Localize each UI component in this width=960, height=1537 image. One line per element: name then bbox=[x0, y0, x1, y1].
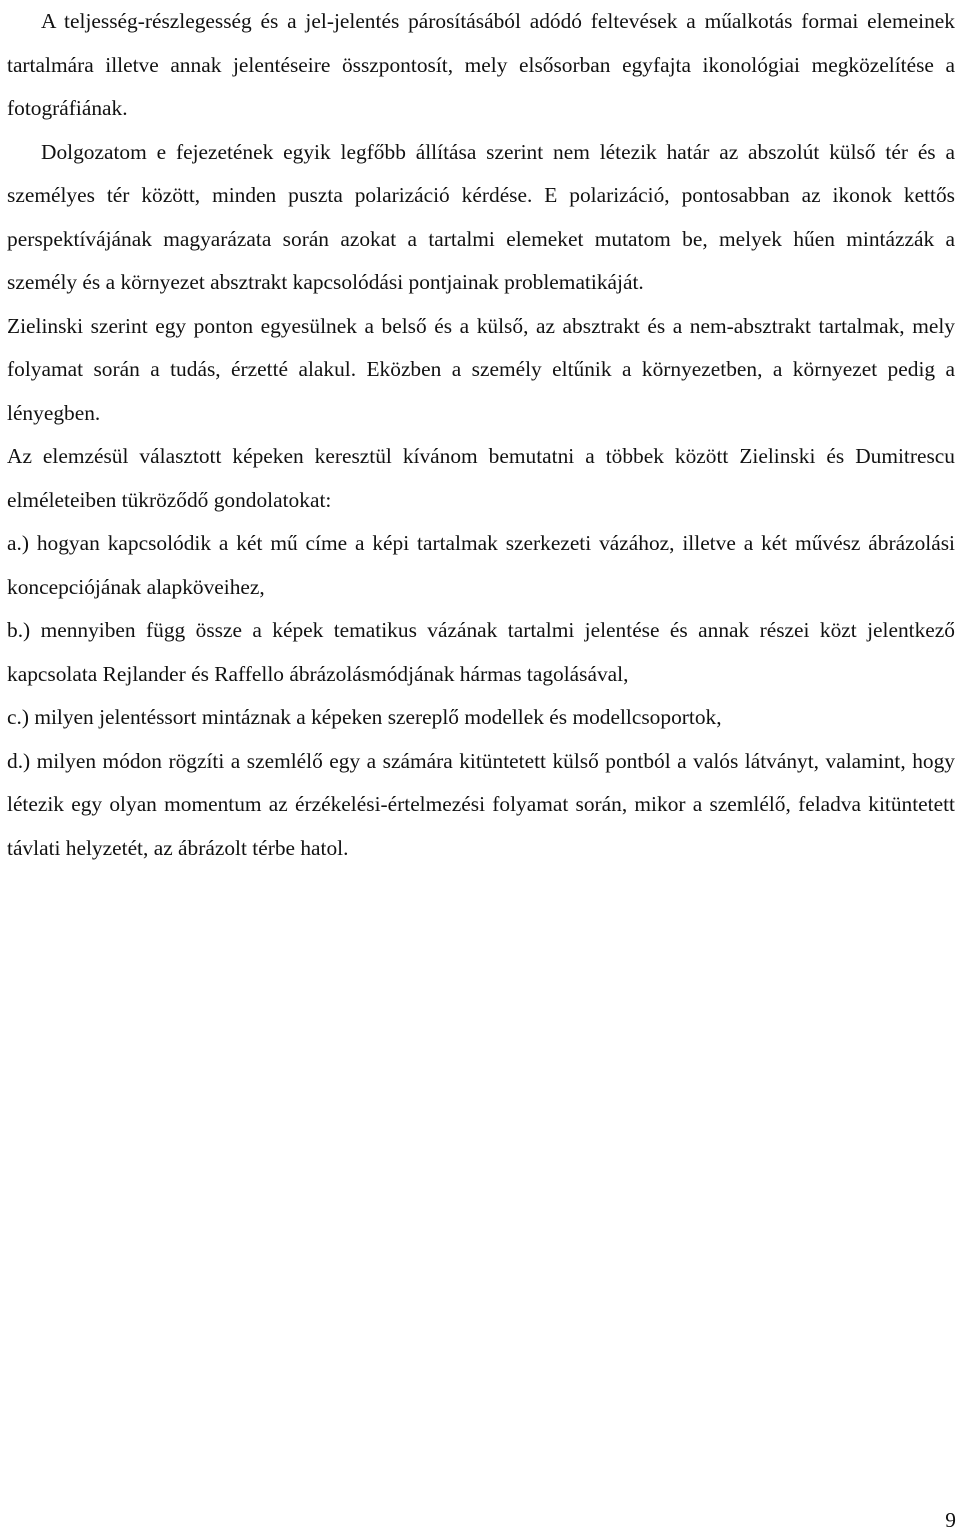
paragraph-thesis: Dolgozatom e fejezetének egyik legfőbb állítása szerint nem létezik határ az abszolút külső tér és a személyes tér között, minden puszta polarizáció kérdése. E polarizáció, pontosabban az ikonok kettős perspektívájának magyarázata során azokat a tartalmi elemeket mutatom be, melyek hűen mintázzák a személy és a környezet absztrakt kapcsolódási pontjainak problematikáját. bbox=[7, 139, 955, 294]
page-number: 9 bbox=[945, 1508, 956, 1532]
list-item-a: a.) hogyan kapcsolódik a két mű címe a képi tartalmak szerkezeti vázához, illetve a két művész ábrázolási koncepciójának alapköveihez, bbox=[7, 531, 955, 599]
list-item-c: c.) milyen jelentéssort mintáznak a képeken szereplő modellek és modellcsoportok, bbox=[7, 705, 722, 729]
paragraph-intro: A teljesség-részlegesség és a jel-jelentés párosításából adódó feltevések a műalkotás formai elemeinek tartalmára illetve annak jelentéseire összpontosít, mely elsősorban egyfajta ikonológiai megközelítése a fotográfiának. bbox=[7, 9, 955, 120]
document-page bbox=[7, 0, 955, 870]
aims-list bbox=[7, 522, 955, 870]
list-item-d: d.) milyen módon rögzíti a szemlélő egy a számára kitüntetett külső pontból a valós látványt, valamint, hogy létezik egy olyan momentum az érzékelési-értelmezési folyamat során, mikor a szemlélő, feladva kitüntetett távlati helyzetét, az ábrázolt térbe hatol. bbox=[7, 748, 955, 860]
paragraph-zielinski: Zielinski szerint egy ponton egyesülnek a belső és a külső, az absztrakt és a nem-absztrakt tartalmak, mely folyamat során a tudás, érzetté alakul. Eközben a személy eltűnik a környezetben, a környezet pedig a lényegben. bbox=[7, 313, 955, 425]
list-item-b: b.) mennyiben függ össze a képek tematikus vázának tartalmi jelentése és annak részei közt jelentkező kapcsolata Rejlander és Raffello ábrázolásmódjának hármas tagolásával, bbox=[7, 618, 955, 686]
paragraph-aims: Az elemzésül választott képeken keresztül kívánom bemutatni a többek között Zielinski és Dumitrescu elméleteiben tükröződő gondolatokat: bbox=[7, 444, 955, 512]
